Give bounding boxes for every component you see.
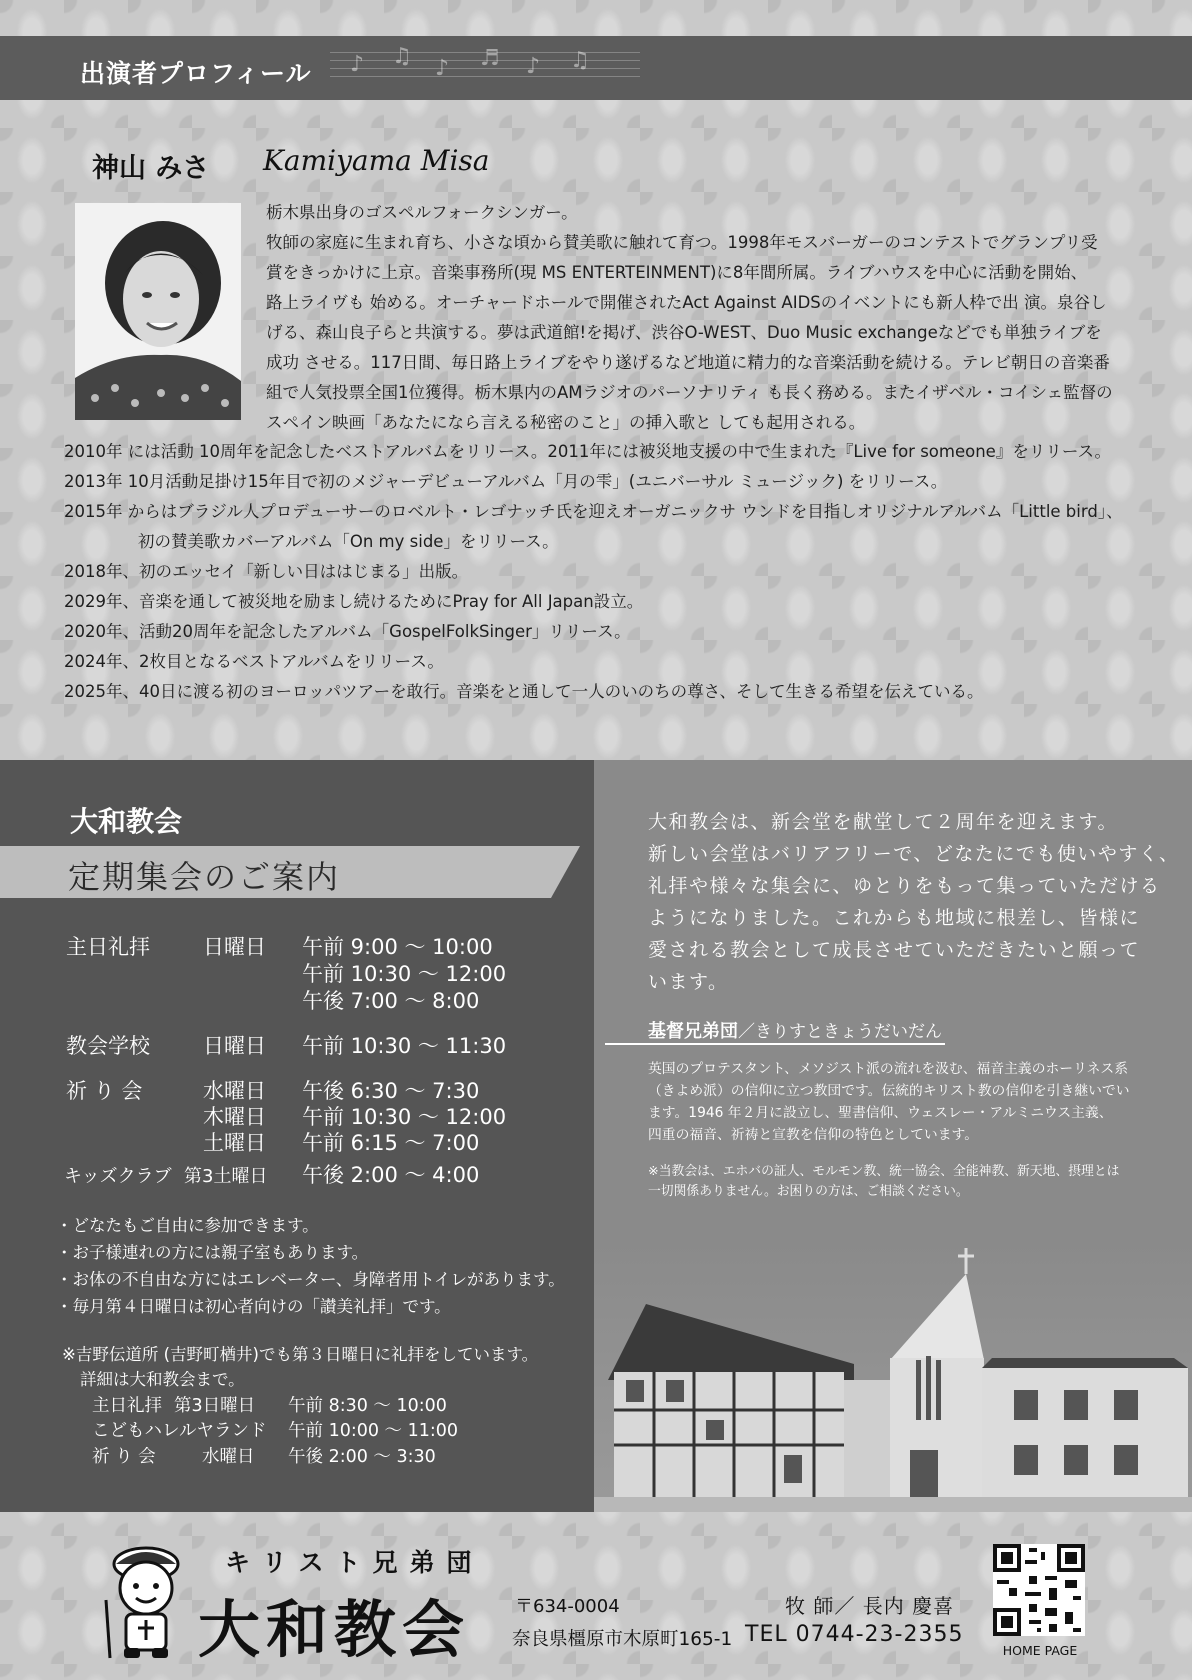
timeline-entry: 2015年 からはブラジル人プロデューサーのロベルト・レゴナッチ氏を迎えオーガニックサ ウンドを目指しオリジナルアルバム「Little bird」、 (64, 502, 1123, 521)
service-note: ・お体の不自由な方にはエレベーター、身障者用トイレがあります。 (56, 1270, 565, 1289)
denomination-heading (648, 1017, 942, 1043)
description-line: 英国のプロテスタント、メソジスト派の流れを汲む、福音主義のホーリネス系 (648, 1061, 1128, 1077)
organization-name: 大和教会 (198, 1593, 471, 1666)
church-name-heading: 大和教会 (70, 805, 183, 838)
description-line: 愛される教会として成長させていただきたいと願って (648, 939, 1141, 961)
disclaimer-line: 一切関係ありません。お困りの方は、ご相談ください。 (648, 1184, 969, 1199)
branch-service-name: 主日礼拝 (92, 1396, 162, 1416)
bio-line: 路上ライヴも 始める。オーチャードホールで開催されたAct Against AIDSのイベントにも新人枠で出 演。泉谷し (266, 293, 1107, 312)
bio-line: げる、森山良子らと共演する。夢は武道館!を掲げ、渋谷O-WEST、Duo Music exchangeなどでも単独ライブを (266, 323, 1102, 342)
bio-line: 栃木県出身のゴスペルフォークシンガー。 (266, 203, 578, 222)
performer-bio (266, 198, 1146, 438)
branch-service-time: 午後 2:00 ～ 3:30 (288, 1447, 436, 1467)
service-day: 日曜日 (203, 935, 266, 959)
career-timeline (64, 437, 1164, 707)
description-line: ようになりました。これからも地域に根差し、皆様に (648, 907, 1141, 929)
service-time: 午後 2:00 ～ 4:00 (302, 1163, 480, 1187)
service-day: 木曜日 (203, 1105, 266, 1129)
service-note: ・どなたもご自由に参加できます。 (56, 1216, 319, 1235)
description-line: 新しい会堂はバリアフリーで、どなたにでも使いやすく、 (648, 843, 1180, 865)
performer-photo (75, 203, 241, 420)
service-time: 午後 7:00 ～ 8:00 (302, 989, 480, 1013)
timeline-entry: 2020年、活動20周年を記念したアルバム「GospelFolkSinger」リリース。 (64, 622, 631, 641)
qr-label: HOME PAGE (1002, 1643, 1078, 1658)
service-time: 午前 10:30 ～ 12:00 (302, 962, 507, 986)
description-line: ます。1946 年２月に設立し、聖書信仰、ウェスレー・アルミニウス主義、 (648, 1105, 1113, 1121)
bio-line: 賞をきっかけに上京。音楽事務所(現 MS ENTERTEINMENT)に8年間所属。ライブハウスを中心に活動を開始、 (266, 263, 1088, 282)
denomination-reading: ／きりすときょうだいだん (738, 1022, 942, 1042)
service-name: キッズクラブ (64, 1166, 172, 1187)
denomination-description (648, 1058, 1168, 1146)
branch-service-time: 午前 10:00 ～ 11:00 (288, 1421, 459, 1441)
timeline-entry: 初の賛美歌カバーアルバム「On my side」をリリース。 (138, 532, 559, 551)
disclaimer (648, 1162, 1168, 1202)
bio-line: 成功 させる。117日間、毎日路上ライブをやり遂げるなど地道に精力的な音楽活動を続ける。テレビ朝日の音楽番 (266, 353, 1110, 372)
address: 奈良県橿原市木原町165-1 (512, 1629, 733, 1650)
timeline-entry: 2029年、音楽を通して被災地を励まし続けるためにPray for All Japan設立。 (64, 592, 644, 611)
description-line: 四重の福音、祈祷と宣教を信仰の特色としています。 (648, 1127, 979, 1143)
church-building-photo (594, 1240, 1192, 1512)
service-day: 第3土曜日 (184, 1166, 268, 1187)
service-time: 午前 10:30 ～ 11:30 (302, 1034, 507, 1058)
timeline-entry: 2018年、初のエッセイ「新しい日ははじまる」出版。 (64, 562, 469, 581)
pastor-name: 牧 師／ 長内 慶喜 (785, 1594, 955, 1618)
performer-name-en: Kamiyama Misa (263, 144, 490, 177)
performer-name-jp: 神山 みさ (92, 153, 210, 184)
branch-service-day: 第3日曜日 (174, 1396, 256, 1416)
church-description (648, 806, 1180, 998)
organization-subtitle: キリスト兄弟団 (225, 1548, 484, 1577)
heading-underline (605, 1043, 945, 1045)
service-note: ・お子様連れの方には親子室もあります。 (56, 1243, 369, 1262)
bio-line: 牧師の家庭に生まれ育ち、小さな頃から賛美歌に触れて育つ。1998年モスバーガーのコンテストでグランプリ受 (266, 233, 1098, 252)
description-line: 礼拝や様々な集会に、ゆとりをもって集っていただける (648, 875, 1161, 897)
guide-title: 定期集会のご案内 (68, 858, 341, 896)
postal-code: 〒634-0004 (515, 1596, 620, 1617)
telephone: TEL 0744-23-2355 (745, 1622, 964, 1647)
service-time: 午後 6:30 ～ 7:30 (302, 1079, 480, 1103)
denomination-name: 基督兄弟団 (648, 1021, 738, 1042)
disclaimer-line: ※当教会は、エホバの証人、モルモン教、統一協会、全能神教、新天地、摂理とは (648, 1164, 1120, 1179)
service-name: 教会学校 (66, 1034, 150, 1058)
branch-detail: 詳細は大和教会まで。 (80, 1370, 245, 1389)
branch-service-name: こどもハレルヤランド (92, 1421, 267, 1441)
service-day: 日曜日 (203, 1034, 266, 1058)
service-time: 午前 10:30 ～ 12:00 (302, 1105, 507, 1129)
service-day: 土曜日 (203, 1131, 266, 1155)
service-time: 午前 6:15 ～ 7:00 (302, 1131, 480, 1155)
bio-line: スペイン映画「あなたになら言える秘密のこと」の挿入歌と しても起用される。 (266, 413, 866, 432)
mascot-illustration (96, 1540, 196, 1660)
description-line: います。 (648, 971, 729, 993)
service-note: ・毎月第４日曜日は初心者向けの「讃美礼拝」です。 (56, 1297, 451, 1316)
qr-code[interactable] (993, 1544, 1085, 1636)
music-notes-decoration: ♪ ♫ ♪ ♬ ♪ ♫ (330, 44, 640, 88)
branch-service-time: 午前 8:30 ～ 10:00 (288, 1396, 447, 1416)
timeline-entry: 2013年 10月活動足掛け15年目で初のメジャーデビューアルバム「月の雫」(ユニバーサル ミュージック) をリリース。 (64, 472, 948, 491)
timeline-entry: 2025年、40日に渡る初のヨーロッパツアーを敢行。音楽をと通して一人のいのちの尊さ、そして生きる希望を伝えている。 (64, 682, 984, 701)
service-time: 午前 9:00 ～ 10:00 (302, 935, 493, 959)
service-name: 祈 り 会 (66, 1079, 143, 1103)
timeline-entry: 2024年、2枚目となるベストアルバムをリリース。 (64, 652, 444, 671)
service-day: 水曜日 (203, 1079, 266, 1103)
section-title: 出演者プロフィール (80, 59, 312, 88)
timeline-entry: 2010年 には活動 10周年を記念したベストアルバムをリリース。2011年には被災地支援の中で生まれた『Live for someone』をリリース。 (64, 442, 1111, 461)
description-line: 大和教会は、新会堂を献堂して２周年を迎えます。 (648, 811, 1118, 833)
bio-line: 組で人気投票全国1位獲得。栃木県内のAMラジオのパーソナリティ も長く務める。またイザベル・コイシェ監督の (266, 383, 1113, 402)
service-name: 主日礼拝 (66, 935, 150, 959)
description-line: （きよめ派）の信仰に立つ教団です。伝統的キリスト教の信仰を引き継いでい (648, 1083, 1130, 1099)
branch-service-day: 水曜日 (202, 1447, 255, 1467)
branch-service-name: 祈 り 会 (92, 1447, 156, 1467)
branch-note: ※吉野伝道所 (吉野町楢井)でも第３日曜日に礼拝をしています。 (62, 1345, 539, 1364)
